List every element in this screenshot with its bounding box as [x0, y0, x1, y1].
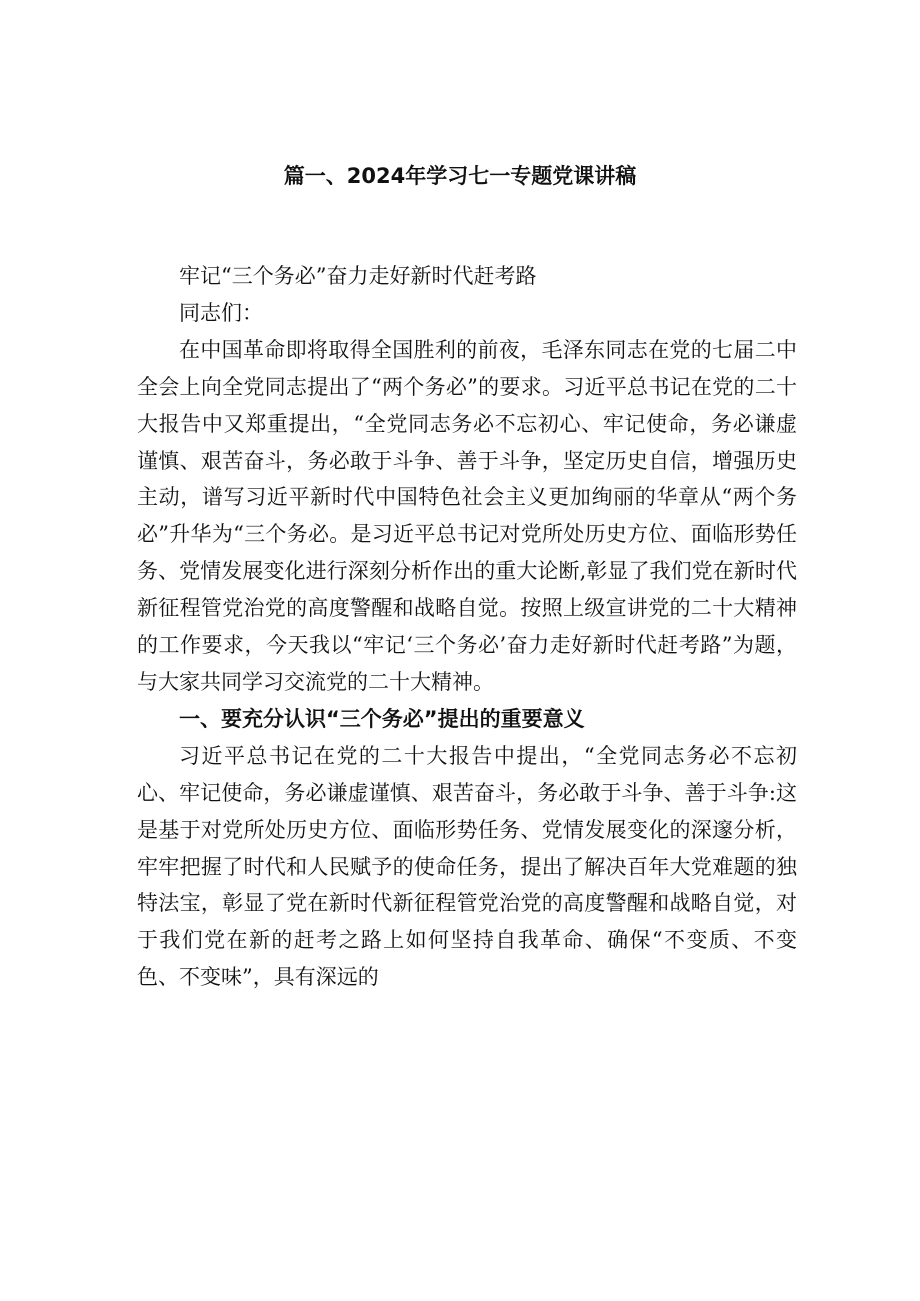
paragraph-2: 习近平总书记在党的二十大报告中提出，“全党同志务必不忘初心、牢记使命，务必谦虚谨慎、艰苦奋斗，务必敢于斗争、善于斗争:这是基于对党所处历史方位、面临形势任务、党情发展变化的深邃分析，牢牢把握了时代和人民赋予的使命任务，提出了解决百年大党难题的独特法宝，彰显了党在新时代新征程管党治党的高度警醒和战略自觉，对于我们党在新的赶考之路上如何坚持自我革命、确保“不变质、不变色、不变味”，具有深远的 [137, 743, 797, 990]
document-title: 篇一、2024年学习七一专题党课讲稿 [283, 164, 637, 188]
section-1-heading: 一、要充分认识“三个务必”提出的重要意义 [179, 706, 585, 731]
document-subtitle: 牢记“三个务必”奋力走好新时代赶考路 [179, 264, 537, 288]
paragraph-1: 在中国革命即将取得全国胜利的前夜，毛泽东同志在党的七届二中全会上向全党同志提出了“两个务必”的要求。习近平总书记在党的二十大报告中又郑重提出，“全党同志务必不忘初心、牢记使命，务必谦虚谨慎、艰苦奋斗，务必敢于斗争、善于斗争，坚定历史自信，增强历史主动，谱写习近平新时代中国特色社会主义更加绚丽的华章从“两个务必”升华为“三个务必。是习近平总书记对党所处历史方位、面临形势任务、党情发展变化进行深刻分析作出的重大论断,彰显了我们党在新时代新征程管党治党的高度警醒和战略自觉。按照上级宣讲党的二十大精神的工作要求，今天我以“牢记‘三个务必’奋力走好新时代赶考路”为题，与大家共同学习交流党的二十大精神。 [137, 337, 797, 694]
greeting: 同志们： [179, 300, 263, 325]
document-body [137, 258, 797, 996]
